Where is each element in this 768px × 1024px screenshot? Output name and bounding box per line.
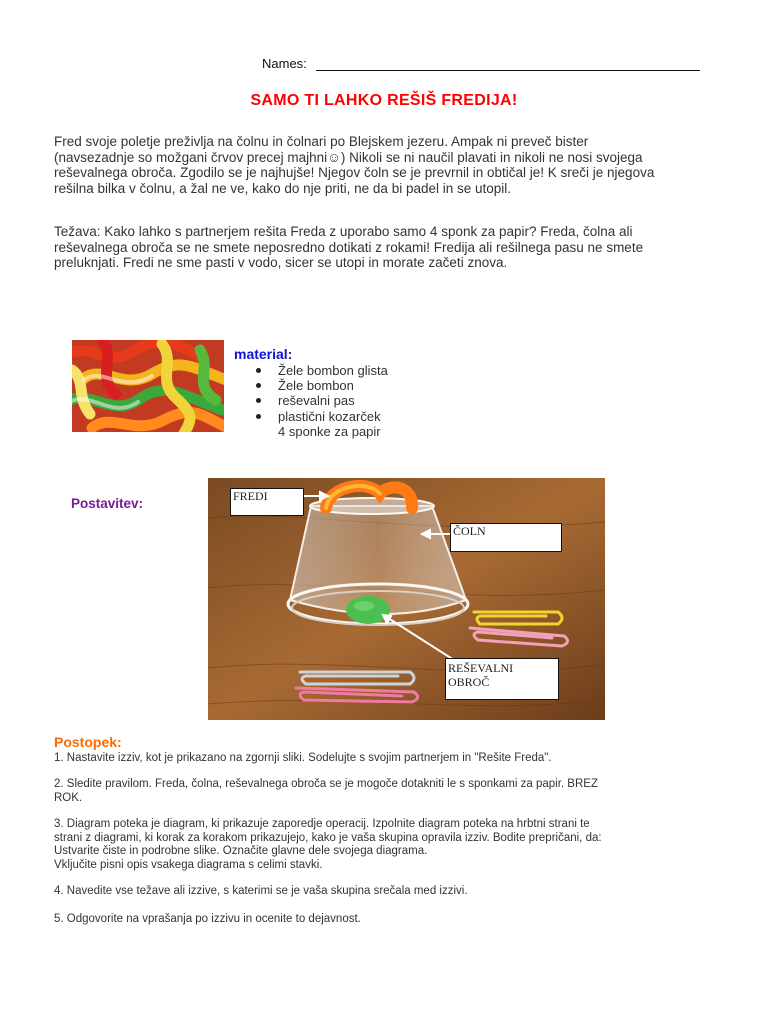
list-item (256, 378, 388, 393)
procedure-step-2 (54, 778, 734, 805)
names-label: Names: (262, 56, 307, 71)
procedure-step-5 (54, 913, 734, 927)
step-line: 2. Sledite pravilom. Freda, čolna, reševalnega obroča se je mogoče dotakniti le s sponkami za papir. BREZ (54, 778, 598, 790)
procedure-heading: Postopek: (54, 734, 122, 750)
intro-line: rešilna bilka v čolnu, a žal ne ve, kako do nje priti, ne da bi padel in se utopil. (54, 180, 512, 196)
procedure-step-4 (54, 885, 734, 899)
list-item (256, 424, 388, 439)
intro-line: Fred svoje poletje preživlja na čolnu in čolnari po Blejskem jezeru. Ampak ni preveč bister (54, 134, 589, 149)
intro-paragraph (54, 134, 734, 196)
page-title: SAMO TI LAHKO REŠIŠ FREDIJA! (250, 92, 518, 109)
material-item: 4 sponke za papir (278, 423, 381, 439)
step-line: ROK. (54, 791, 83, 804)
label-fredi: FREDI (230, 488, 304, 516)
names-input-line (316, 70, 700, 71)
label-coln: ČOLN (450, 523, 562, 552)
step-line: Vključite pisni opis vsakega diagrama s celimi stavki. (54, 858, 323, 871)
step-line: 1. Nastavite izziv, kot je prikazano na zgornji sliki. Sodelujte s svojim partnerjem in "Rešite Freda". (54, 752, 552, 764)
step-line: strani z diagrami, ki korak za korakom prikazujejo, kako je vaša skupina opravila izziv. Bodite prepričani, da: (54, 831, 602, 844)
bullet-icon (256, 383, 261, 388)
task-line: reševalnega obroča se ne smete neposredno dotikati z rokami! Fredija ali rešilnega pasu ne smete (54, 239, 644, 255)
list-item (256, 393, 388, 408)
list-item (256, 363, 388, 378)
step-line: 5. Odgovorite na vprašanja po izzivu in ocenite to dejavnost. (54, 913, 361, 925)
setup-photo (208, 478, 605, 720)
step-line: Ustvarite čiste in podrobne slike. Označite glavne dele svojega diagrama. (54, 845, 428, 857)
procedure-step-3 (54, 818, 734, 872)
step-line: 4. Navedite vse težave ali izzive, s katerimi se je vaša skupina srečala med izzivi. (54, 885, 468, 897)
list-item (256, 409, 388, 424)
material-item: Žele bombon glista (278, 363, 388, 378)
label-obroc-line: REŠEVALNI (448, 661, 514, 675)
material-list (256, 363, 388, 439)
label-obroc-line: OBROČ (448, 675, 490, 689)
material-item: reševalni pas (278, 393, 355, 409)
bullet-icon (256, 398, 261, 403)
bullet-icon (256, 414, 261, 419)
task-line: Težava: Kako lahko s partnerjem rešita Freda z uporabo samo 4 sponk za papir? Freda, čolna ali (54, 224, 633, 239)
procedure-step-1 (54, 752, 734, 766)
label-obroc (445, 658, 559, 700)
task-paragraph (54, 224, 734, 271)
setup-heading: Postavitev: (71, 496, 144, 511)
intro-line: reševalnega obroča. Zgodilo se je najhujše! Njegov čoln se je prevrnil in obtičal je! K sreči je njegova (54, 165, 655, 180)
material-item: Žele bombon (278, 378, 354, 394)
intro-line: (navsezadnje so možgani črvov precej majhni☺) Nikoli se ni naučil plavati in nikoli ne nosi svojega (54, 149, 643, 165)
gummy-worms-photo (72, 340, 224, 432)
material-item: plastični kozarček (278, 408, 381, 424)
task-line: preluknjati. Fredi ne sme pasti v vodo, sicer se utopi in morate začeti znova. (54, 255, 508, 270)
step-line: 3. Diagram poteka je diagram, ki prikazuje zaporedje operacij. Izpolnite diagram poteka na hrbtni strani te (54, 818, 590, 830)
material-heading: material: (234, 346, 293, 362)
bullet-icon (256, 368, 261, 373)
